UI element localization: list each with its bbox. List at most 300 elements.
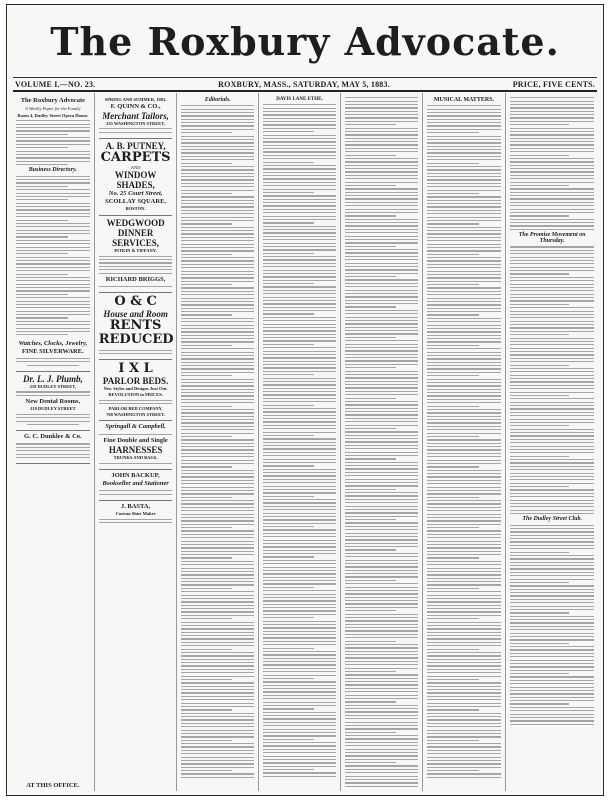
text-line (427, 412, 502, 413)
ad-line: Merchant Tailors, (102, 110, 169, 121)
column-6 (423, 93, 507, 791)
text-line (263, 212, 336, 213)
text-line (263, 236, 336, 237)
text-line (263, 479, 336, 480)
article-text (263, 104, 336, 777)
text-line (510, 358, 594, 359)
text-line (345, 509, 418, 510)
text-line (181, 254, 232, 255)
text-line (345, 752, 418, 753)
ad-line: Custom Shirt Maker (115, 510, 156, 516)
text-line (181, 605, 254, 606)
text-line (510, 589, 594, 590)
text-line (181, 487, 254, 488)
text-line (345, 448, 418, 449)
text-line (427, 416, 502, 417)
text-line (427, 331, 502, 332)
text-line (263, 128, 336, 129)
text-line (510, 541, 594, 542)
text-line (181, 564, 254, 565)
text-line (510, 222, 594, 223)
text-line (181, 298, 254, 299)
column-7 (506, 93, 598, 791)
text-line (263, 205, 336, 206)
text-line (181, 679, 232, 680)
text-line (181, 321, 254, 322)
text-line (263, 401, 336, 402)
text-line (181, 125, 254, 126)
text-line (510, 402, 594, 403)
text-line (345, 252, 418, 253)
article-heading: DAVIS LANE ETHE. (276, 97, 323, 102)
text-line (345, 428, 396, 429)
text-line (510, 535, 594, 536)
text-line (263, 148, 336, 149)
text-line (427, 672, 502, 673)
text-line (510, 473, 594, 474)
text-line (510, 582, 569, 583)
text-line (181, 672, 254, 673)
text-line (263, 111, 336, 112)
text-line (263, 344, 314, 345)
text-line (510, 425, 569, 426)
text-line (263, 185, 336, 186)
text-line (263, 290, 336, 291)
text-line (181, 338, 254, 339)
text-line (263, 158, 336, 159)
text-line (427, 571, 502, 572)
tailor-ad (99, 95, 173, 139)
text-line (345, 364, 418, 365)
text-line (345, 259, 418, 260)
text-line (427, 632, 502, 633)
text-line (345, 323, 418, 324)
text-line (427, 638, 502, 639)
text-line (510, 219, 594, 220)
text-line (263, 644, 336, 645)
text-line (427, 196, 502, 197)
text-line (510, 707, 594, 708)
text-line (181, 250, 254, 251)
article-text (510, 246, 594, 514)
text-line (427, 426, 502, 427)
text-line (263, 486, 336, 487)
text-line (181, 544, 254, 545)
column-1 (12, 93, 95, 791)
text-line (345, 394, 418, 395)
text-line (181, 622, 254, 623)
text-line (345, 566, 418, 567)
text-line (510, 307, 594, 308)
text-line (181, 294, 254, 295)
text-line (263, 725, 336, 726)
text-line (345, 229, 418, 230)
text-line (345, 408, 418, 409)
text-line (263, 745, 336, 746)
text-line (345, 391, 418, 392)
text-line (181, 433, 254, 434)
text-line (263, 604, 336, 605)
text-line (263, 715, 336, 716)
text-line (345, 144, 418, 145)
text-line (263, 286, 336, 287)
text-line (263, 327, 336, 328)
text-line (263, 192, 314, 193)
text-line (181, 149, 254, 150)
text-line (427, 773, 502, 774)
text-line (345, 452, 418, 453)
text-line (181, 426, 254, 427)
text-line (510, 660, 594, 661)
text-line (263, 283, 314, 284)
text-line (345, 411, 418, 412)
text-line (181, 574, 254, 575)
ad-line: Bookseller and Stationer (102, 479, 169, 487)
text-line (427, 767, 502, 768)
article-text (510, 97, 594, 230)
text-line (510, 388, 594, 389)
text-line (181, 628, 254, 629)
text-line (510, 294, 594, 295)
text-line (345, 283, 418, 284)
text-line (263, 320, 336, 321)
text-line (510, 489, 594, 490)
text-line (181, 284, 232, 285)
text-line (427, 544, 502, 545)
text-line (427, 736, 502, 737)
text-line (181, 213, 254, 214)
text-line (427, 483, 502, 484)
text-line (263, 739, 314, 740)
ad-line: HARNESSES (108, 444, 163, 455)
text-line (181, 618, 232, 619)
text-line (427, 740, 479, 741)
text-line (510, 348, 594, 349)
text-line (263, 526, 314, 527)
text-line (427, 581, 502, 582)
text-line (263, 226, 336, 227)
text-line (181, 335, 254, 336)
text-line (510, 446, 594, 447)
text-line (345, 647, 418, 648)
article-text (345, 97, 418, 787)
harness-ad (99, 421, 173, 470)
text-line (510, 483, 594, 484)
text-line (427, 392, 502, 393)
text-line (181, 365, 254, 366)
text-line (510, 175, 594, 176)
text-line (510, 510, 594, 511)
text-line (510, 246, 594, 247)
text-line (263, 155, 336, 156)
jewelry-ad (16, 338, 90, 372)
text-line (263, 678, 314, 679)
text-line (181, 122, 254, 123)
text-line (427, 760, 502, 761)
text-line (510, 555, 594, 556)
text-line (181, 466, 232, 467)
text-line (345, 273, 418, 274)
text-line (181, 429, 254, 430)
text-line (181, 146, 254, 147)
text-line (345, 148, 418, 149)
ad-line: O & C (114, 294, 157, 310)
text-line (345, 715, 418, 716)
text-line (263, 759, 336, 760)
text-line (345, 256, 418, 257)
text-line (263, 394, 336, 395)
text-line (510, 687, 594, 688)
text-line (345, 624, 418, 625)
text-line (427, 706, 502, 707)
text-line (263, 583, 336, 584)
text-line (181, 611, 254, 612)
text-line (181, 169, 254, 170)
subheading: A Weekly Paper for the Family (25, 106, 81, 111)
text-line (427, 358, 502, 359)
text-line (345, 175, 418, 176)
text-line (345, 377, 418, 378)
text-line (263, 536, 336, 537)
text-line (263, 658, 336, 659)
text-line (427, 753, 502, 754)
text-line (510, 277, 594, 278)
text-line (181, 233, 254, 234)
text-line (345, 249, 418, 250)
text-line (263, 293, 336, 294)
text-line (345, 414, 418, 415)
text-line (427, 271, 502, 272)
text-line (181, 736, 254, 737)
text-line (263, 411, 336, 412)
text-line (510, 462, 594, 463)
text-line (181, 635, 254, 636)
text-line (510, 626, 594, 627)
text-line (427, 716, 502, 717)
text-line (427, 166, 502, 167)
text-line (181, 200, 254, 201)
text-line (263, 175, 336, 176)
text-line (510, 290, 594, 291)
text-line (345, 296, 418, 297)
text-line (263, 516, 336, 517)
text-line (263, 529, 336, 530)
text-line (263, 749, 336, 750)
text-line (181, 500, 254, 501)
text-line (510, 195, 594, 196)
text-line (181, 480, 254, 481)
ad-line: TRUNKS AND BAGS, (113, 454, 158, 460)
text-line (427, 146, 502, 147)
text-line (345, 158, 418, 159)
text-line (263, 600, 336, 601)
text-line (510, 469, 594, 470)
text-line (345, 121, 418, 122)
text-line (345, 526, 418, 527)
text-line (263, 651, 336, 652)
text-line (181, 193, 232, 194)
text-line (510, 639, 594, 640)
text-line (510, 558, 594, 559)
text-line (510, 619, 594, 620)
text-line (263, 317, 336, 318)
text-line (181, 277, 254, 278)
text-line (427, 588, 479, 589)
text-line (427, 304, 502, 305)
text-line (345, 688, 418, 689)
text-line (510, 606, 594, 607)
text-line (263, 523, 336, 524)
text-line (181, 237, 254, 238)
text-line (181, 358, 254, 359)
text-line (345, 630, 418, 631)
text-line (181, 281, 254, 282)
text-line (427, 595, 502, 596)
text-line (263, 499, 336, 500)
text-line (427, 125, 502, 126)
text-line (263, 178, 336, 179)
text-line (510, 165, 594, 166)
text-line (181, 520, 254, 521)
text-line (263, 708, 314, 709)
text-line (181, 527, 232, 528)
text-line (181, 217, 254, 218)
text-line (345, 590, 418, 591)
text-line (181, 723, 254, 724)
text-line (510, 500, 594, 501)
text-line (345, 178, 418, 179)
text-line (345, 533, 418, 534)
text-line (263, 361, 336, 362)
text-line (427, 743, 502, 744)
text-line (181, 230, 254, 231)
text-line (427, 669, 502, 670)
text-line (181, 490, 254, 491)
text-line (345, 134, 418, 135)
text-line (181, 561, 254, 562)
text-line (181, 244, 254, 245)
text-line (181, 581, 254, 582)
text-line (345, 485, 418, 486)
text-line (510, 599, 594, 600)
text-line (345, 489, 396, 490)
text-line (510, 415, 594, 416)
text-line (427, 186, 502, 187)
text-line (427, 203, 502, 204)
text-line (345, 344, 418, 345)
text-line (510, 225, 594, 226)
text-line (427, 615, 502, 616)
text-line (427, 598, 502, 599)
text-line (427, 422, 502, 423)
text-line (345, 516, 418, 517)
text-line (181, 649, 232, 650)
text-line (427, 676, 502, 677)
text-line (181, 659, 254, 660)
text-line (263, 219, 336, 220)
text-line (427, 466, 479, 467)
text-line (263, 756, 336, 757)
text-line (181, 645, 254, 646)
text-line (181, 578, 254, 579)
text-line (427, 122, 502, 123)
text-line (181, 733, 254, 734)
text-line (263, 641, 336, 642)
text-line (263, 367, 336, 368)
text-line (181, 773, 254, 774)
text-line (510, 178, 594, 179)
text-line (345, 236, 418, 237)
text-line (263, 533, 336, 534)
text-line (345, 421, 418, 422)
text-line (263, 138, 336, 139)
text-line (181, 642, 254, 643)
text-line (181, 713, 254, 714)
text-line (427, 557, 479, 558)
text-line (263, 391, 336, 392)
text-line (427, 223, 479, 224)
text-line (427, 652, 502, 653)
text-line (427, 139, 502, 140)
text-line (427, 362, 502, 363)
text-line (510, 697, 594, 698)
text-line (427, 152, 502, 153)
text-line (263, 540, 336, 541)
text-line (427, 611, 502, 612)
text-line (345, 198, 418, 199)
text-line (263, 772, 336, 773)
text-line (510, 111, 594, 112)
text-line (263, 668, 336, 669)
text-line (263, 256, 336, 257)
text-line (510, 636, 594, 637)
musical-matters-heading: MUSICAL MATTERS. (433, 97, 495, 103)
text-line (345, 782, 418, 783)
text-line (427, 547, 502, 548)
text-line (427, 510, 502, 511)
text-line (345, 499, 418, 500)
text-line (510, 700, 594, 701)
text-line (510, 466, 594, 467)
ad-line: 219 DUDLEY STREET, (29, 383, 77, 389)
text-line (181, 416, 254, 417)
text-line (263, 742, 336, 743)
newspaper-title: The Roxbury Advocate. (50, 19, 560, 64)
text-line (345, 371, 418, 372)
text-line (181, 669, 254, 670)
text-line (263, 118, 336, 119)
text-line (427, 368, 502, 369)
text-line (427, 622, 502, 623)
text-line (263, 168, 336, 169)
text-line (345, 360, 418, 361)
ad-line: PARLOR BEDS. (102, 376, 169, 387)
text-line (263, 330, 336, 331)
text-line (427, 709, 479, 710)
text-line (345, 657, 418, 658)
text-line (263, 671, 336, 672)
text-line (510, 676, 594, 677)
text-line (510, 141, 594, 142)
text-line (263, 607, 336, 608)
text-line (427, 267, 502, 268)
text-line (427, 726, 502, 727)
text-line (181, 341, 254, 342)
text-line (427, 554, 502, 555)
ad-line: WEDGWOOD (106, 217, 165, 228)
text-line (345, 522, 418, 523)
text-line (345, 246, 396, 247)
